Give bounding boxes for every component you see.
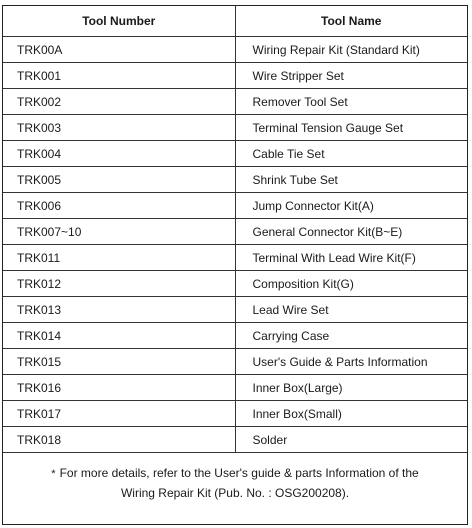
tool-number-cell: TRK002 bbox=[3, 89, 235, 115]
tool-name-cell: Composition Kit(G) bbox=[235, 271, 467, 297]
tool-number-cell: TRK005 bbox=[3, 167, 235, 193]
tool-number-cell: TRK006 bbox=[3, 193, 235, 219]
table-row bbox=[3, 323, 467, 349]
tool-number-cell: TRK016 bbox=[3, 375, 235, 401]
tool-name-cell: Wire Stripper Set bbox=[235, 63, 467, 89]
table-row bbox=[3, 427, 467, 453]
tool-name-cell: Inner Box(Small) bbox=[235, 401, 467, 427]
table-row bbox=[3, 37, 467, 63]
table-row bbox=[3, 219, 467, 245]
tool-number-cell: TRK003 bbox=[3, 115, 235, 141]
table-row bbox=[3, 245, 467, 271]
footnote-line-1 bbox=[9, 464, 461, 484]
table-row bbox=[3, 349, 467, 375]
tool-number-cell: TRK011 bbox=[3, 245, 235, 271]
tool-number-cell: TRK001 bbox=[3, 63, 235, 89]
table-header-row bbox=[3, 6, 467, 37]
table-row bbox=[3, 141, 467, 167]
tool-name-cell: General Connector Kit(B~E) bbox=[235, 219, 467, 245]
tool-name-cell: Lead Wire Set bbox=[235, 297, 467, 323]
footnote bbox=[3, 464, 467, 503]
tool-name-cell: Solder bbox=[235, 427, 467, 453]
table-row bbox=[3, 375, 467, 401]
tool-name-cell: Remover Tool Set bbox=[235, 89, 467, 115]
tool-name-cell: Carrying Case bbox=[235, 323, 467, 349]
tool-number-cell: TRK004 bbox=[3, 141, 235, 167]
tool-name-cell: Wiring Repair Kit (Standard Kit) bbox=[235, 37, 467, 63]
tool-number-cell: TRK00A bbox=[3, 37, 235, 63]
tool-number-cell: TRK012 bbox=[3, 271, 235, 297]
tool-number-cell: TRK014 bbox=[3, 323, 235, 349]
table-row bbox=[3, 89, 467, 115]
table-row bbox=[3, 271, 467, 297]
header-tool-number: Tool Number bbox=[3, 6, 235, 37]
table-row bbox=[3, 63, 467, 89]
tool-name-cell: Terminal Tension Gauge Set bbox=[235, 115, 467, 141]
tool-name-cell: Jump Connector Kit(A) bbox=[235, 193, 467, 219]
table-row bbox=[3, 167, 467, 193]
table-row bbox=[3, 193, 467, 219]
tool-name-cell: Terminal With Lead Wire Kit(F) bbox=[235, 245, 467, 271]
tool-name-cell: Shrink Tube Set bbox=[235, 167, 467, 193]
tool-number-cell: TRK007~10 bbox=[3, 219, 235, 245]
tool-table bbox=[3, 6, 467, 453]
footnote-marker: * bbox=[51, 468, 56, 480]
footnote-text-1: For more details, refer to the User's guide & parts Information of the bbox=[59, 466, 419, 480]
header-tool-name: Tool Name bbox=[235, 6, 467, 37]
table-row bbox=[3, 401, 467, 427]
tool-name-cell: User's Guide & Parts Information bbox=[235, 349, 467, 375]
tool-number-cell: TRK018 bbox=[3, 427, 235, 453]
tool-number-cell: TRK013 bbox=[3, 297, 235, 323]
tool-number-cell: TRK015 bbox=[3, 349, 235, 375]
footnote-line-2: Wiring Repair Kit (Pub. No. : OSG200208). bbox=[120, 486, 350, 500]
tool-number-cell: TRK017 bbox=[3, 401, 235, 427]
tool-name-cell: Inner Box(Large) bbox=[235, 375, 467, 401]
table-row bbox=[3, 115, 467, 141]
tool-list-sheet bbox=[2, 5, 468, 525]
tool-name-cell: Cable Tie Set bbox=[235, 141, 467, 167]
table-row bbox=[3, 297, 467, 323]
